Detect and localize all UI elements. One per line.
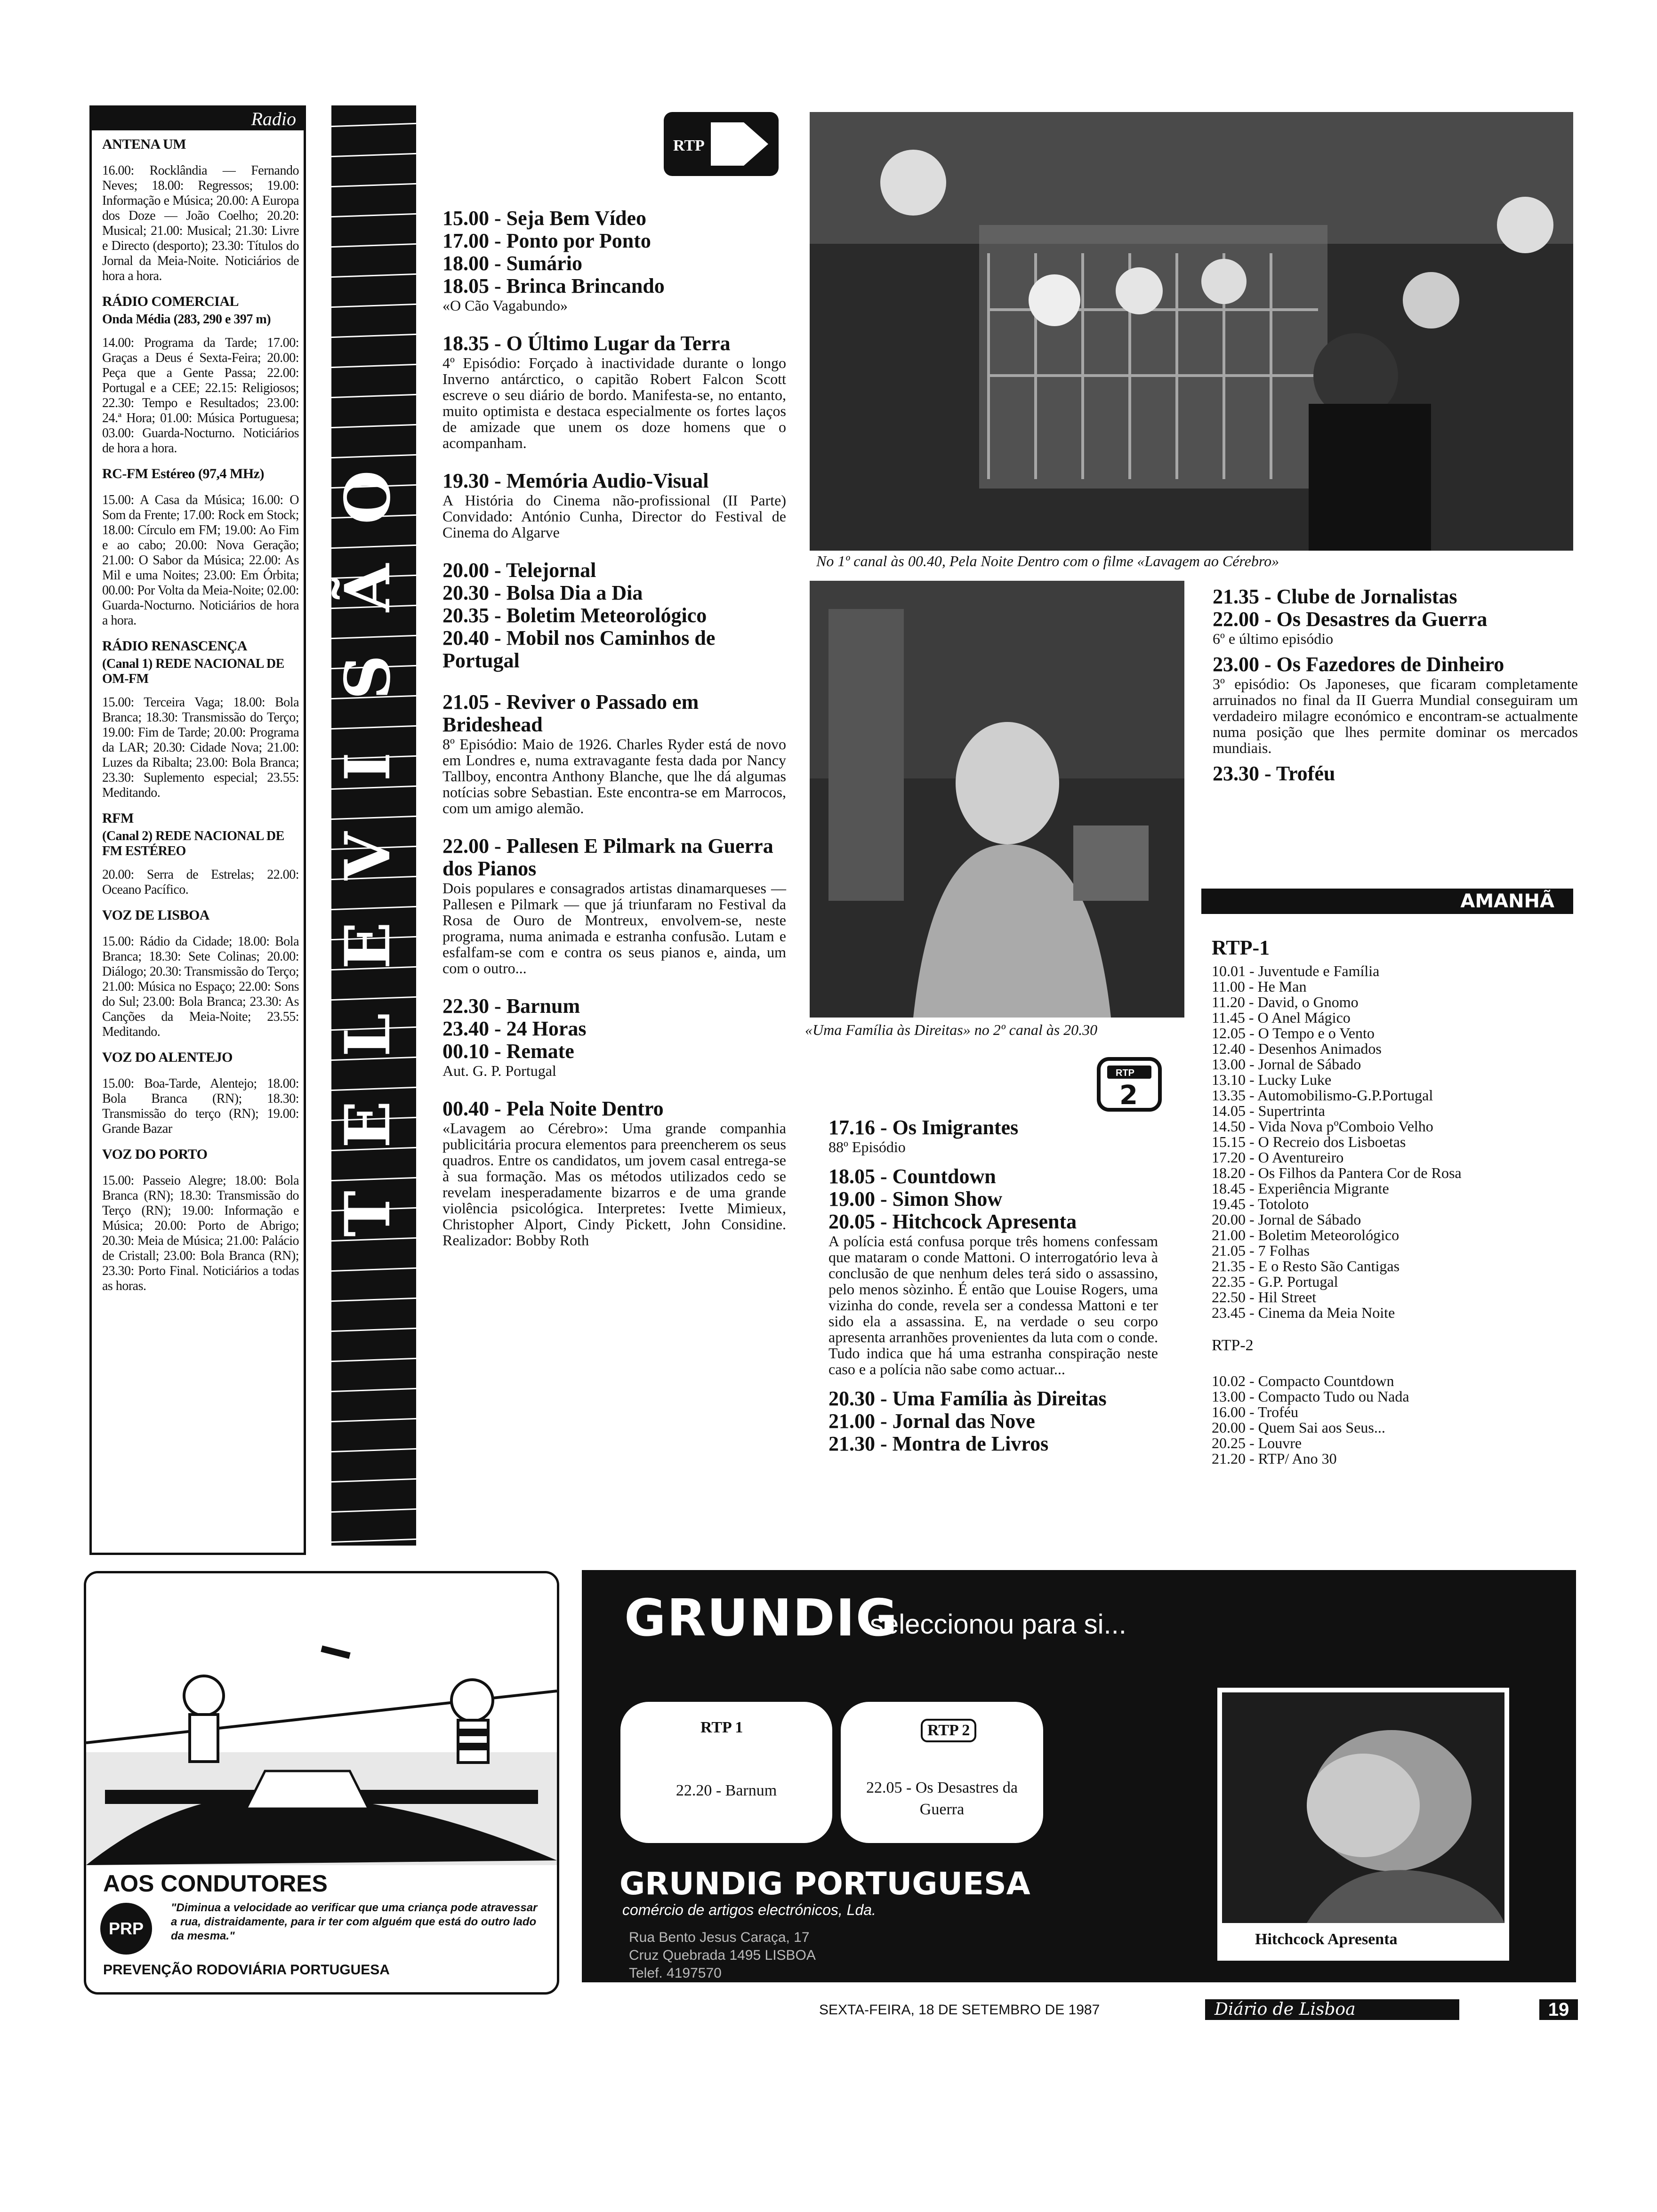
radio-station-schedule: 14.00: Programa da Tarde; 17.00: Graças a Deus é Sexta-Feira; 20.00: Peça que a Gente Passa; 22.00: Portugal e a CEE; 22.15: Religiosos; 22.30: Tempo e Resultados; 23.00: 24.ª Hora; 01.00: Música Portuguesa; 03.00: Guarda-Nocturno. Noticiários de hora a hora. (102, 336, 299, 456)
band-rule (331, 1539, 416, 1543)
schedule-item: 12.40 - Desenhos Animados (1212, 1040, 1382, 1057)
schedule-item: 21.05 - 7 Folhas (1212, 1242, 1310, 1259)
program-block (442, 995, 786, 1079)
television-letter: T (331, 1190, 404, 1237)
program-title: 18.05 - Brinca Brincando (442, 274, 665, 297)
band-rule (331, 1358, 416, 1362)
television-letter: Ã (331, 563, 404, 612)
television-letter: S (331, 655, 404, 700)
photo-familia-as-direitas (810, 581, 1184, 1018)
radio-station-schedule: 20.00: Serra de Estrelas; 22.00: Oceano Pacífico. (102, 867, 299, 897)
program-block (442, 207, 786, 313)
band-rule (331, 1448, 416, 1452)
amanha-rtp1-title: RTP-1 (1212, 936, 1270, 959)
footer-masthead: Diário de Lisboa (1205, 1999, 1459, 2020)
rtp2-logo (1097, 1057, 1162, 1112)
television-letter: O (331, 470, 404, 524)
program-description: 4º Episódio: Forçado à inactividade durante o longo Inverno antárctico, o capitão Robert Falcon Scott escreve o seu diário de bordo. Manifesta-se, no entanto, muito optimista e destaca especialmente os fortes laços de amizade que unem os doze homens que o acompanham. (442, 354, 786, 451)
radio-station (102, 466, 299, 628)
ad-grundig (582, 1570, 1576, 1982)
schedule-item: 13.00 - Compacto Tudo ou Nada (1212, 1388, 1409, 1405)
program-title: 23.00 - Os Fazedores de Dinheiro (1213, 653, 1504, 676)
program-block (828, 1387, 1158, 1455)
band-rule (331, 153, 416, 157)
grundig-company: GRUNDIG PORTUGUESA (619, 1866, 1030, 1902)
band-rule (331, 1267, 416, 1272)
photo2-caption: «Uma Família às Direitas» no 2º canal às 20.30 (805, 1021, 1098, 1038)
radio-station-schedule: 16.00: Rocklândia — Fernando Neves; 18.00: Regressos; 19.00: Informação e Música; 20.00: A Europa dos Doze — João Coelho; 20.20: Musical; 21.00: Musical; 21.30: Livre e Directo (desporto); 23.30: Títulos do Jornal da Meia-Noite. Noticiários de hora a hora. (102, 163, 299, 283)
photo-lavagem-ao-cerebro (810, 112, 1573, 551)
amanha-column (1212, 936, 1579, 1467)
radio-station (102, 137, 299, 284)
program-block (1213, 762, 1578, 785)
radio-header: Radio (92, 108, 304, 130)
photo-crowd-scene-icon (810, 112, 1573, 551)
grundig-tv1-logo: RTP 1 (700, 1719, 743, 1736)
ad-condutores-footer: PREVENÇÃO RODOVIÁRIA PORTUGUESA (103, 1962, 390, 1978)
band-rule (331, 1388, 416, 1392)
radio-station-schedule: 15.00: A Casa da Música; 16.00: O Som da Frente; 17.00: Rock em Stock; 18.00: Círculo em FM; 19.00: Ao Fim e ao cabo; 20.00: Nova Geração; 21.00: O Sabor da Música; 22.00: As Mil e uma Noites; 23.00: Em Órbita; 00.00: Por Volta da Meia-Noite; 02.00: Guarda-Nocturno. Noticiários de hora a hora. (102, 493, 299, 628)
television-letters (331, 463, 404, 1249)
program-title: 23.30 - Troféu (1213, 762, 1335, 785)
rtp1-logo (664, 112, 779, 176)
grundig-phone: Telef. 4197570 (629, 1965, 722, 1981)
amanha-rtp2-list (1212, 1373, 1579, 1467)
schedule-item: 12.05 - O Tempo e o Vento (1212, 1025, 1375, 1042)
grundig-hitchcock-photo-frame (1217, 1688, 1509, 1961)
grundig-tagline: seleccionou para si... (870, 1609, 1126, 1640)
photo-man-portrait-icon (810, 581, 1184, 1018)
schedule-item: 19.45 - Totoloto (1212, 1195, 1309, 1212)
hitchcock-portrait-icon (1222, 1692, 1504, 1923)
schedule-item: 16.00 - Troféu (1212, 1403, 1299, 1420)
program-title: 21.35 - Clube de Jornalistas (1213, 585, 1457, 608)
band-rule (331, 454, 416, 458)
program-block (442, 332, 786, 451)
schedule-item: 13.10 - Lucky Luke (1212, 1071, 1332, 1088)
band-rule (331, 1298, 416, 1302)
radio-station (102, 811, 299, 898)
program-title: 20.30 - Uma Família às Direitas (828, 1387, 1107, 1410)
grundig-address-line2: Cruz Quebrada 1495 LISBOA (629, 1948, 816, 1963)
schedule-item: 21.35 - E o Resto São Cantigas (1212, 1258, 1400, 1274)
rtp2-tv-icon (1097, 1057, 1162, 1112)
television-letter: E (331, 922, 404, 970)
radio-station-sub: (Canal 1) REDE NACIONAL DE OM-FM (102, 657, 284, 686)
ad-aos-condutores (84, 1571, 559, 1995)
program-block (442, 835, 786, 976)
schedule-item: 20.25 - Louvre (1212, 1435, 1302, 1451)
schedule-item: 20.00 - Jornal de Sábado (1212, 1211, 1361, 1228)
rtp1-logo-text: RTP (673, 137, 705, 154)
band-rule (331, 424, 416, 428)
program-description: A polícia está confusa porque três homens confessam que mataram o conde Mattoni. O interrogatório leva à conclusão de que nenhum deles terá sido o assassino, pelo menos sòzinho. É então que Louise Rogers, uma vizinha do conde, revela ser a condessa Mattoni e ter sido ela a assassina. E, na verdade o seu corpo apresenta arranhões provenientes da luta com o conde. Tudo indica que há uma estranha conspiração neste caso e a polícia não sabe como actuar... (828, 1233, 1158, 1378)
program-title: 20.30 - Bolsa Dia a Dia (442, 581, 643, 604)
radio-station-title: RÁDIO RENASCENÇA (102, 638, 247, 654)
program-title: 00.10 - Remate (442, 1040, 574, 1063)
schedule-item: 22.35 - G.P. Portugal (1212, 1273, 1338, 1290)
radio-station-title: RÁDIO COMERCIAL (102, 294, 239, 309)
band-rule (331, 1418, 416, 1422)
program-block (1213, 653, 1578, 756)
radio-station-title: RFM (102, 810, 134, 826)
schedule-item: 13.00 - Jornal de Sábado (1212, 1056, 1361, 1073)
program-block (828, 1165, 1158, 1377)
program-description: A História do Cinema não-profissional (II Parte) Convidado: António Cunha, Director do Festival de Cinema do Algarve (442, 492, 786, 541)
schedule-item: 17.20 - O Aventureiro (1212, 1149, 1344, 1166)
footer-date: SEXTA-FEIRA, 18 DE SETEMBRO DE 1987 (819, 2002, 1100, 2018)
program-description: «Lavagem ao Cérebro»: Uma grande companhia publicitária procura elementos para preencherem os seus quadros. Entre os candidatos, um jovem casal entrega-se à sua formação. Mas os métodos utilizados cedo se revelam inesperadamente bizarros e de uma grande violência psicológica. Interpretes: Ivette Mimieux, Christopher Alport, Cindy Pickett, John Considine. Realizador: Bobby Roth (442, 1120, 786, 1249)
program-title: 15.00 - Seja Bem Vídeo (442, 207, 647, 230)
photo1-caption: No 1º canal às 00.40, Pela Noite Dentro com o filme «Lavagem ao Cérebro» (816, 553, 1279, 569)
schedule-item: 20.00 - Quem Sai aos Seus... (1212, 1419, 1385, 1436)
band-rule (331, 1478, 416, 1483)
grundig-tv1 (620, 1702, 832, 1843)
radio-station-schedule: 15.00: Rádio da Cidade; 18.00: Bola Branca; 18.30: Sete Colinas; 20.00: Diálogo; 20.30: Transmissão do Terço; 21.00: Música no Espaço; 22.00: Sons do Sul; 23.00: Bola Branca; 23.30: As Canções da Meia-Noite; 23.55: Meditando. (102, 934, 299, 1039)
program-description: 8º Episódio: Maio de 1926. Charles Ryder está de novo em Londres e, numa extravagante festa dada por Nancy Tallboy, encontra Anthony Blanche, que lhe dá algumas notícias sobre Sebastian. Este encontra-se em Marrocos, com um amigo alemão. (442, 736, 786, 817)
radio-station (102, 1050, 299, 1137)
schedule-item: 21.20 - RTP/ Ano 30 (1212, 1450, 1337, 1467)
radio-station-title: VOZ DE LISBOA (102, 907, 209, 923)
radio-column (89, 105, 306, 1555)
schedule-item: 14.50 - Vida Nova pºComboio Velho (1212, 1118, 1433, 1135)
svg-text:RTP: RTP (1116, 1068, 1134, 1078)
radio-station-title: RC-FM Estéreo (97,4 MHz) (102, 466, 264, 481)
ad-condutores-quote: "Diminua a velocidade ao verificar que uma criança pode atravessar a rua, distraidamente, para ir ter com alguém que está do outro lado da mesma." (171, 1901, 538, 1942)
schedule-item: 15.15 - O Recreio dos Lisboetas (1212, 1133, 1406, 1150)
radio-station-title: ANTENA UM (102, 136, 186, 152)
schedule-item: 18.20 - Os Filhos da Pantera Cor de Rosa (1212, 1164, 1462, 1181)
band-rule (331, 213, 416, 217)
program-title: 21.00 - Jornal das Nove (828, 1410, 1035, 1433)
band-rule (331, 1508, 416, 1513)
radio-station-schedule: 15.00: Terceira Vaga; 18.00: Bola Branca; 18.30: Transmissão do Terço; 19.00: Fim de Tarde; 20.00: Programa da LAR; 20.30: Cidade Nova; 21.00: Luzes da Ribalta; 23.00: Bola Branca; 23.30: Suplemento especial; 23.55: Meditando. (102, 695, 299, 800)
schedule-item: 10.02 - Compacto Countdown (1212, 1372, 1394, 1389)
program-title: 17.16 - Os Imigrantes (828, 1116, 1019, 1139)
band-rule (331, 1328, 416, 1332)
program-title: 19.00 - Simon Show (828, 1187, 1003, 1210)
program-title: 23.40 - 24 Horas (442, 1017, 587, 1040)
program-block (828, 1116, 1158, 1155)
schedule-item: 11.20 - David, o Gnomo (1212, 994, 1359, 1010)
program-title: 20.05 - Hitchcock Apresenta (828, 1210, 1077, 1233)
program-description: 6º e último episódio (1213, 630, 1334, 647)
band-rule (331, 304, 416, 308)
svg-text:2: 2 (1119, 1080, 1138, 1111)
band-rule (331, 273, 416, 278)
radio-station-title: VOZ DO PORTO (102, 1146, 208, 1162)
radio-station (102, 294, 299, 456)
program-block (1213, 585, 1578, 647)
grundig-address (629, 1929, 816, 1982)
program-title: 22.00 - Pallesen E Pilmark na Guerra dos Pianos (442, 834, 773, 880)
schedule-item: 23.45 - Cinema da Meia Noite (1212, 1304, 1395, 1321)
band-rule (331, 364, 416, 368)
amanha-rtp2-title: RTP-2 (1212, 1337, 1254, 1354)
program-block (442, 470, 786, 540)
program-title: 22.30 - Barnum (442, 994, 580, 1018)
grundig-brand: GRUNDIG (624, 1589, 899, 1648)
program-title: 20.35 - Boletim Meteorológico (442, 604, 707, 627)
program-block (442, 691, 786, 816)
program-title: 18.35 - O Último Lugar da Terra (442, 332, 731, 355)
schedule-item: 14.05 - Supertrinta (1212, 1102, 1325, 1119)
rtp1-late-column (1213, 585, 1578, 792)
band-rule (331, 243, 416, 248)
program-title: 19.30 - Memória Audio-Visual (442, 469, 709, 492)
schedule-item: 10.01 - Juventude e Família (1212, 962, 1380, 979)
schedule-item: 11.00 - He Man (1212, 978, 1307, 995)
television-letter: E (331, 1100, 404, 1148)
grundig-company-sub: comércio de artigos electrónicos, Lda. (622, 1901, 876, 1918)
schedule-item: 13.35 - Automobilismo-G.P.Portugal (1212, 1087, 1433, 1104)
program-title: 00.40 - Pela Noite Dentro (442, 1097, 664, 1120)
grundig-photo-caption: Hitchcock Apresenta (1255, 1931, 1398, 1948)
children-crossing-road-illustration-icon (86, 1573, 557, 1865)
program-title: 18.00 - Sumário (442, 252, 582, 275)
ad-condutores-title: AOS CONDUTORES (103, 1870, 328, 1897)
radio-station-title: VOZ DO ALENTEJO (102, 1050, 233, 1065)
program-title: 20.00 - Telejornal (442, 559, 596, 582)
amanha-header: AMANHÃ (1201, 889, 1573, 914)
grundig-tv2-logo: RTP 2 (921, 1719, 976, 1742)
program-title: 21.05 - Reviver o Passado em Brideshead (442, 690, 699, 736)
program-title: 18.05 - Countdown (828, 1165, 996, 1188)
program-description: «O Cão Vagabundo» (442, 297, 568, 314)
grundig-tv2-text: 22.05 - Os Desastres da Guerra (866, 1779, 1018, 1818)
television-letter: V (331, 832, 404, 881)
radio-station-schedule: 15.00: Passeio Alegre; 18.00: Bola Branca (RN); 18.30: Transmissão do Terço (RN); 19.00: Informação e Música; 20.00: Porto de Abrigo; 20.30: Meia de Música; 21.00: Palácio de Cristall; 23.00: Bola Branca (RN); 23.30: Porto Final. Noticiários a todas as horas. (102, 1173, 299, 1293)
television-letter: L (331, 1013, 404, 1057)
schedule-item: 11.45 - O Anel Mágico (1212, 1009, 1351, 1026)
band-rule (331, 334, 416, 338)
amanha-rtp1-list (1212, 963, 1579, 1321)
radio-station-sub: (Canal 2) REDE NACIONAL DE FM ESTÉREO (102, 829, 284, 858)
grundig-address-line1: Rua Bento Jesus Caraça, 17 (629, 1930, 810, 1945)
band-rule (331, 183, 416, 187)
television-letter: I (331, 752, 404, 781)
rtp1-program-column (442, 207, 786, 1267)
program-title: 21.30 - Montra de Livros (828, 1432, 1049, 1455)
program-block (442, 1098, 786, 1248)
radio-station (102, 1147, 299, 1294)
grundig-tv1-text: 22.20 - Barnum (676, 1782, 777, 1799)
schedule-item: 22.50 - Hil Street (1212, 1289, 1317, 1306)
footer-page-number: 19 (1539, 1999, 1578, 2020)
program-description: 88º Episódio (828, 1138, 906, 1155)
grundig-tv2 (841, 1702, 1043, 1843)
schedule-item: 21.00 - Boletim Meteorológico (1212, 1226, 1400, 1243)
rtp2-program-column (828, 1116, 1158, 1466)
schedule-item: 18.45 - Experiência Migrante (1212, 1180, 1389, 1197)
prp-badge-icon: PRP (100, 1903, 152, 1955)
radio-station-sub: Onda Média (283, 290 e 397 m) (102, 312, 271, 327)
radio-sections (92, 130, 304, 1294)
band-rule (331, 394, 416, 398)
program-title: 22.00 - Os Desastres da Guerra (1213, 608, 1488, 631)
program-description: Aut. G. P. Portugal (442, 1062, 556, 1079)
radio-station (102, 639, 299, 801)
program-title: 20.40 - Mobil nos Caminhos de Portugal (442, 626, 716, 672)
program-description: Dois populares e consagrados artistas dinamarqueses — Pallesen e Pilmark — que já triunfaram no Festival da Rosa de Ouro de Montreux, envolvem-se, neste programa, numa animada e estranha confusão. Lutam e esfalfam-se com e contra os seus pianos e, ainda, um com o outro... (442, 880, 786, 977)
program-block (442, 559, 786, 672)
program-title: 17.00 - Ponto por Ponto (442, 229, 651, 252)
program-description: 3º episódio: Os Japoneses, que ficaram completamente arruinados no final da II Guerra Mundial conseguiram um verdadeiro milagre económico e encontram-se actualmente numa posição que lhes permite dominar os mercados mundiais. (1213, 675, 1578, 756)
radio-station (102, 908, 299, 1040)
radio-station-schedule: 15.00: Boa-Tarde, Alentejo; 18.00: Bola Branca (RN); 18.30: Transmissão do terço (RN); 19.00: Grande Bazar (102, 1076, 299, 1136)
rtp1-arrow-icon (664, 112, 779, 176)
band-rule (331, 123, 416, 127)
television-band (331, 105, 416, 1546)
